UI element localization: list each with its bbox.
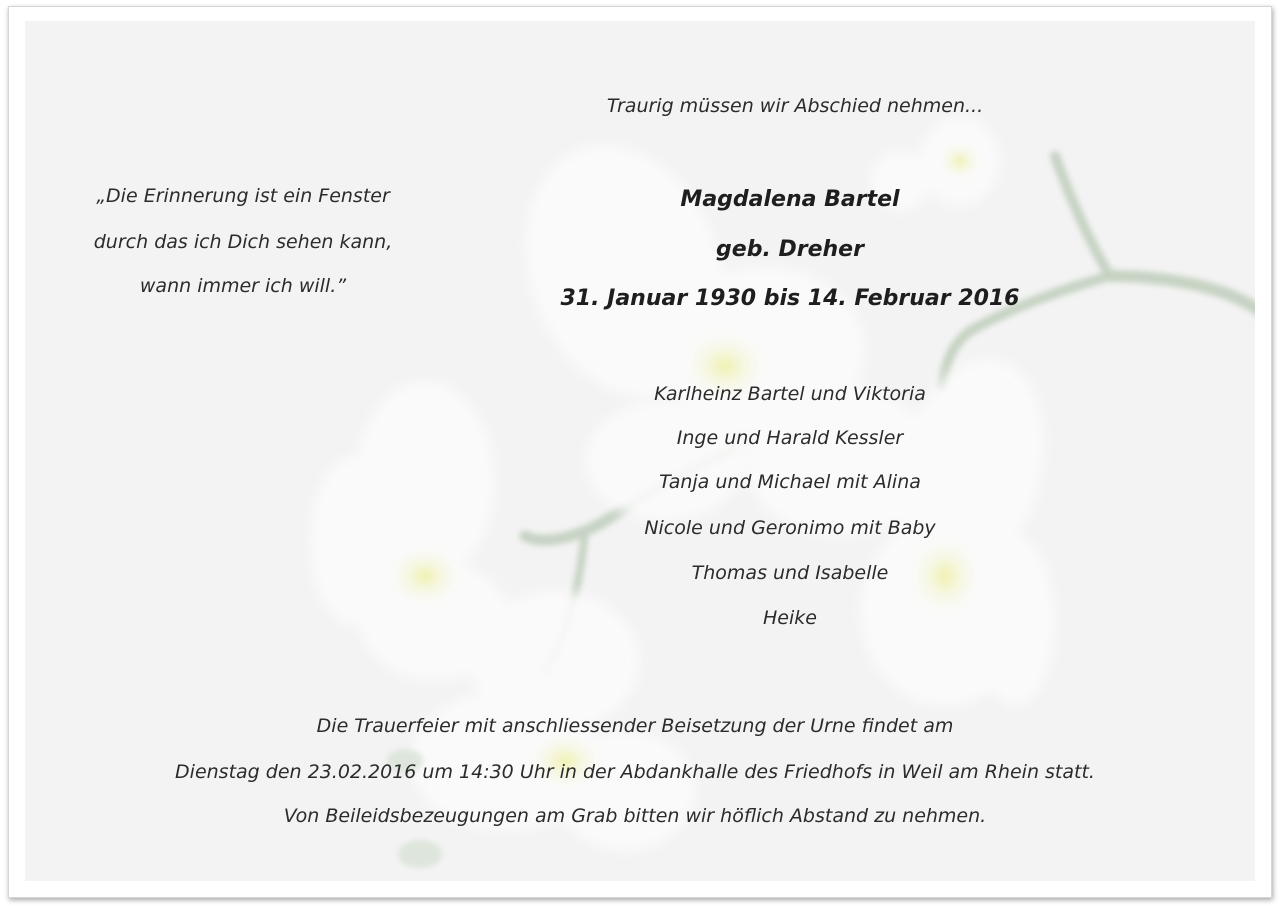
deceased-name: Magdalena Bartel (680, 187, 900, 212)
deceased-dates: 31. Januar 1930 bis 14. Februar 2016 (560, 286, 1020, 311)
quote-line: „Die Erinnerung ist ein Fenster (96, 185, 390, 207)
quote-line: durch das ich Dich sehen kann, (93, 231, 393, 253)
deceased-maiden-name: geb. Dreher (716, 237, 864, 262)
mourner-line: Heike (763, 607, 817, 629)
ceremony-line: Die Trauerfeier mit anschliessender Beisetzung der Urne findet am (316, 715, 954, 737)
intro-text: Traurig müssen wir Abschied nehmen... (606, 95, 984, 117)
obituary-card (8, 6, 1272, 898)
ceremony-line: Dienstag den 23.02.2016 um 14:30 Uhr in der Abdankhalle des Friedhofs in Weil am Rhein statt. (175, 761, 1095, 783)
mourner-line: Tanja und Michael mit Alina (659, 471, 921, 493)
mourner-line: Thomas und Isabelle (691, 562, 889, 584)
quote-line: wann immer ich will.” (139, 275, 347, 297)
card-background (25, 21, 1255, 881)
mourner-line: Karlheinz Bartel und Viktoria (654, 383, 926, 405)
mourner-line: Nicole und Geronimo mit Baby (644, 517, 936, 539)
ceremony-line: Von Beileidsbezeugungen am Grab bitten wir höflich Abstand zu nehmen. (283, 805, 987, 827)
orchid-illustration (25, 21, 1255, 881)
mourner-line: Inge und Harald Kessler (676, 427, 904, 449)
